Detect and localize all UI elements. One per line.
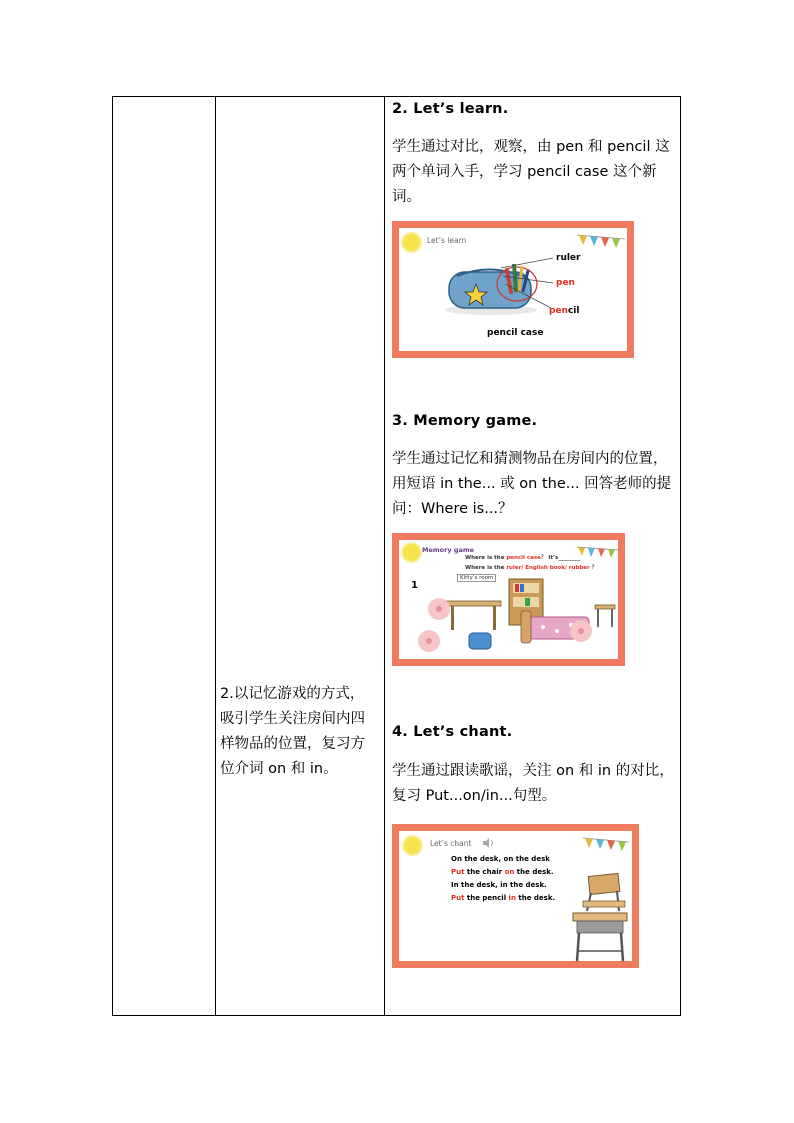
- question-2: Where is the ruler/ English book/ rubber ？: [465, 565, 598, 571]
- sun-icon: [403, 234, 420, 251]
- chant-line-4: Put the pencil in the desk.: [451, 894, 556, 902]
- section3-paragraph: 学生通过记忆和猜测物品在房间内的位置，用短语 in the... 或 on the... 回答老师的提问：Where is...？: [392, 451, 672, 517]
- label-pen: pen: [556, 278, 575, 288]
- chant-line-1: On the desk, on the desk: [451, 855, 550, 863]
- chant-line-2: Put the chair on the desk.: [451, 868, 554, 876]
- label-pencil-suffix: cil: [567, 306, 580, 316]
- slide-lets-learn: [392, 221, 634, 358]
- chant-line-3: In the desk, in the desk.: [451, 881, 547, 889]
- section2-paragraph: 学生通过对比，观察，由 pen 和 pencil 这两个单词入手，学习 pencil case 这个新词。: [392, 139, 670, 205]
- section2-heading: 2. Let’s learn.: [392, 101, 509, 117]
- bunting-flags-icon: [577, 232, 625, 250]
- bedroom-illustration: [409, 575, 619, 661]
- bunting-flags-icon: [577, 544, 619, 560]
- label-pencil-case: pencil case: [487, 328, 544, 338]
- desk-and-chair-illustration: [567, 871, 633, 963]
- label-pencil: [549, 306, 579, 316]
- room-label: Kitty’s room: [457, 574, 496, 582]
- sun-icon: [403, 544, 420, 561]
- column-divider-2: [384, 97, 385, 1015]
- slide-title: Let’s learn: [427, 236, 467, 245]
- speaker-icon: [483, 838, 495, 848]
- column-divider-1: [215, 97, 216, 1015]
- slide-title: Let’s chant: [430, 839, 472, 848]
- column2-note: 2.以记忆游戏的方式，吸引学生关注房间内四样物品的位置，复习方位介词 on 和 in。: [220, 686, 365, 777]
- section4-paragraph: 学生通过跟读歌谣，关注 on 和 in 的对比，复习 Put...on/in...句型。: [392, 763, 674, 804]
- lesson-table: [112, 96, 681, 1016]
- label-ruler: ruler: [556, 253, 581, 263]
- section4-heading: 4. Let’s chant.: [392, 724, 513, 740]
- section3-heading: 3. Memory game.: [392, 413, 538, 429]
- label-pencil-prefix: pen: [549, 306, 568, 316]
- sun-icon: [404, 837, 421, 854]
- slide-lets-chant: [392, 824, 639, 968]
- slide-memory-game: [392, 533, 625, 666]
- question-1: Where is the pencil case？ It’s________: [465, 555, 581, 561]
- slide-title: Memory game: [422, 546, 475, 554]
- slide-number: 1: [411, 580, 418, 591]
- bunting-flags-icon: [583, 835, 629, 853]
